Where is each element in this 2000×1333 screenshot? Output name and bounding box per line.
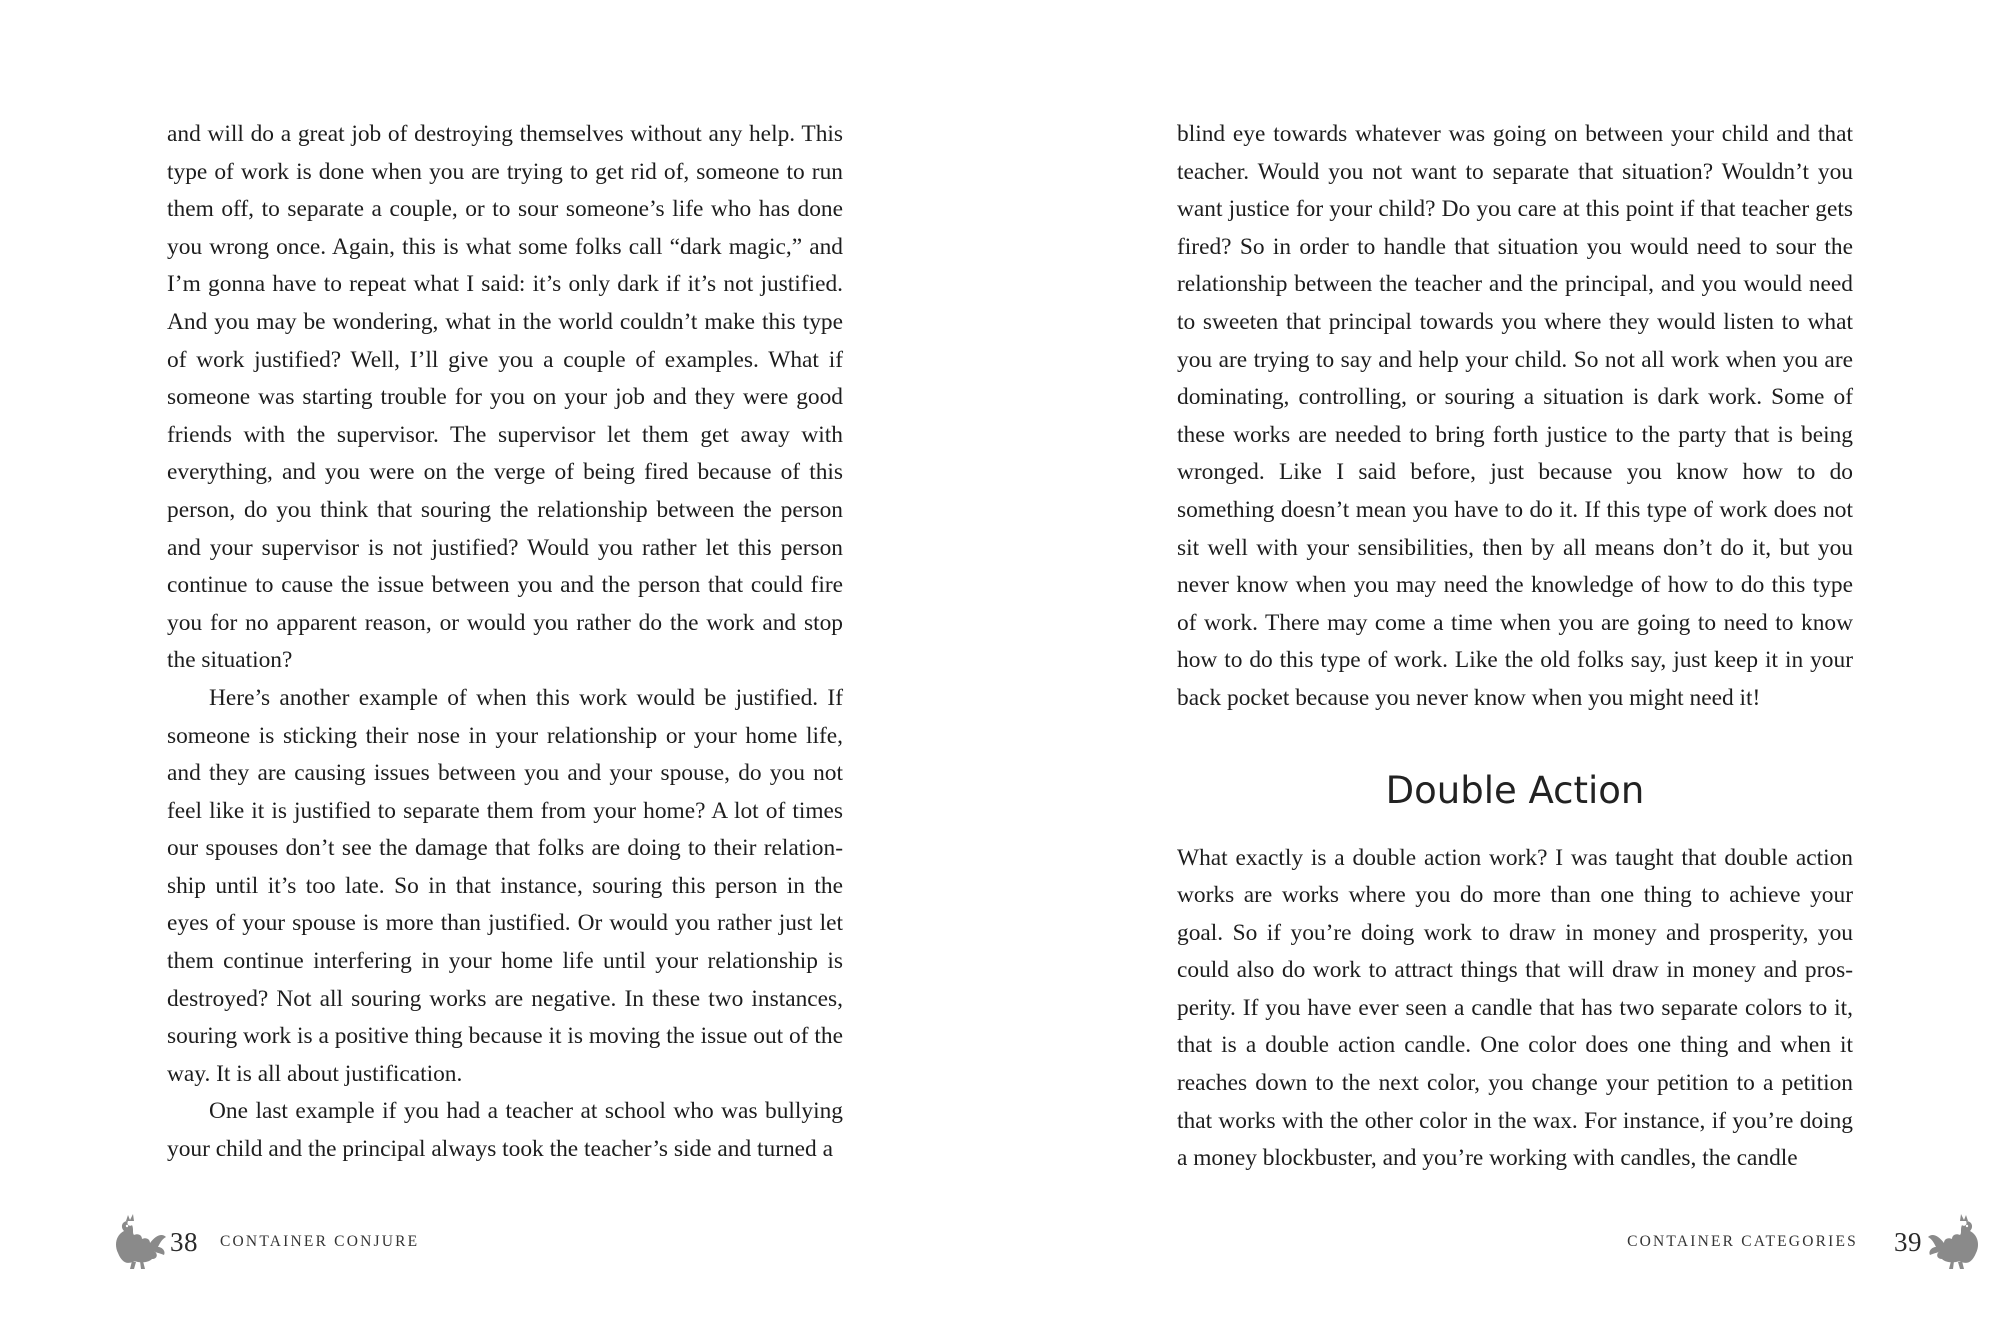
paragraph: Here’s another example of when this work would be justified. If someone is sticking their nose in your relationship or your home life, and they are causing issues between you and your spouse, do you not feel like it is justified to separate them from your home? A lot of times our spouses don’t see the damage that folks are doing to their relationship until it’s too late. So in that instance, souring this person in the eyes of your spouse is more than justified. Or would you rather just let them continue interfering in your home life until your relationship is destroyed? Not all souring works are negative. In these two instances, souring work is a positive thing because it is moving the issue out of the way. It is all about justification.	[167, 684, 843, 1087]
rooster-icon	[1926, 1213, 1982, 1271]
right-page	[1000, 0, 2000, 1333]
paragraph: What exactly is a double action work? I was taught that double action works are works where you do more than one thing to achieve your goal. So if you’re doing work to draw in money and prosperity, you could also do work to attract things that will draw in money and prosperity. If you have ever seen a candle that has two separate colors to it, that is a double action candle. One color does one thing and when it reaches down to the next color, you change your petition to a petition that works with the other color in the wax. For instance, if you’re doing a money blockbuster, and you’re working with candles, the candle	[1177, 844, 1853, 1172]
right-page-footer	[1627, 1212, 1982, 1272]
right-page-text	[1177, 116, 1853, 1178]
page-number: 38	[170, 1226, 198, 1257]
left-page-footer	[112, 1212, 419, 1272]
running-head: CONTAINER CONJURE	[220, 1233, 420, 1250]
paragraph: blind eye towards whatever was going on between your child and that teacher. Would you not want to separate that situation? Wouldn’t you want justice for your child? Do you care at this point if that teacher gets fired? So in order to handle that situation you would need to sour the relationship between the teacher and the principal, and you would need to sweeten that principal towards you where they would listen to what you are trying to say and help your child. So not all work when you are dominating, controlling, or souring a situation is dark work. Some of these works are needed to bring forth justice to the party that is being wronged. Like I said before, just because you know how to do something doesn’t mean you have to do it. If this type of work does not sit well with your sensibilities, then by all means don’t do it, but you never know when you may need the knowledge of how to do this type of work. There may come a time when you are going to need to know how to do this type of work. Like the old folks say, just keep it in your back pocket because you never know when you might need it!	[1177, 121, 1853, 711]
page-number: 39	[1894, 1226, 1922, 1257]
paragraph: and will do a great job of destroying themselves without any help. This type of work is done when you are trying to get rid of, someone to run them off, to separate a couple, or to sour someone’s life who has done you wrong once. Again, this is what some folks call “dark magic,” and I’m gonna have to repeat what I said: it’s only dark if it’s not justified. And you may be wondering, what in the world couldn’t make this type of work justified? Well, I’ll give you a couple of examples. What if someone was starting trouble for you on your job and they were good friends with the supervisor. The supervisor let them get away with everything, and you were on the verge of being fired because of this person, do you think that souring the relationship between the person and your supervisor is not justified? Would you rather let this person continue to cause the issue between you and the person that could fire you for no apparent reason, or would you rather do the work and stop the situation?	[167, 121, 843, 674]
running-head: CONTAINER CATEGORIES	[1627, 1233, 1858, 1250]
left-page-text	[167, 116, 843, 1169]
rooster-icon	[112, 1213, 168, 1271]
section-heading: Double Action	[1385, 768, 1645, 812]
paragraph: One last example if you had a teacher at school who was bullying your child and the principal always took the teacher’s side and turned a	[167, 1098, 843, 1163]
